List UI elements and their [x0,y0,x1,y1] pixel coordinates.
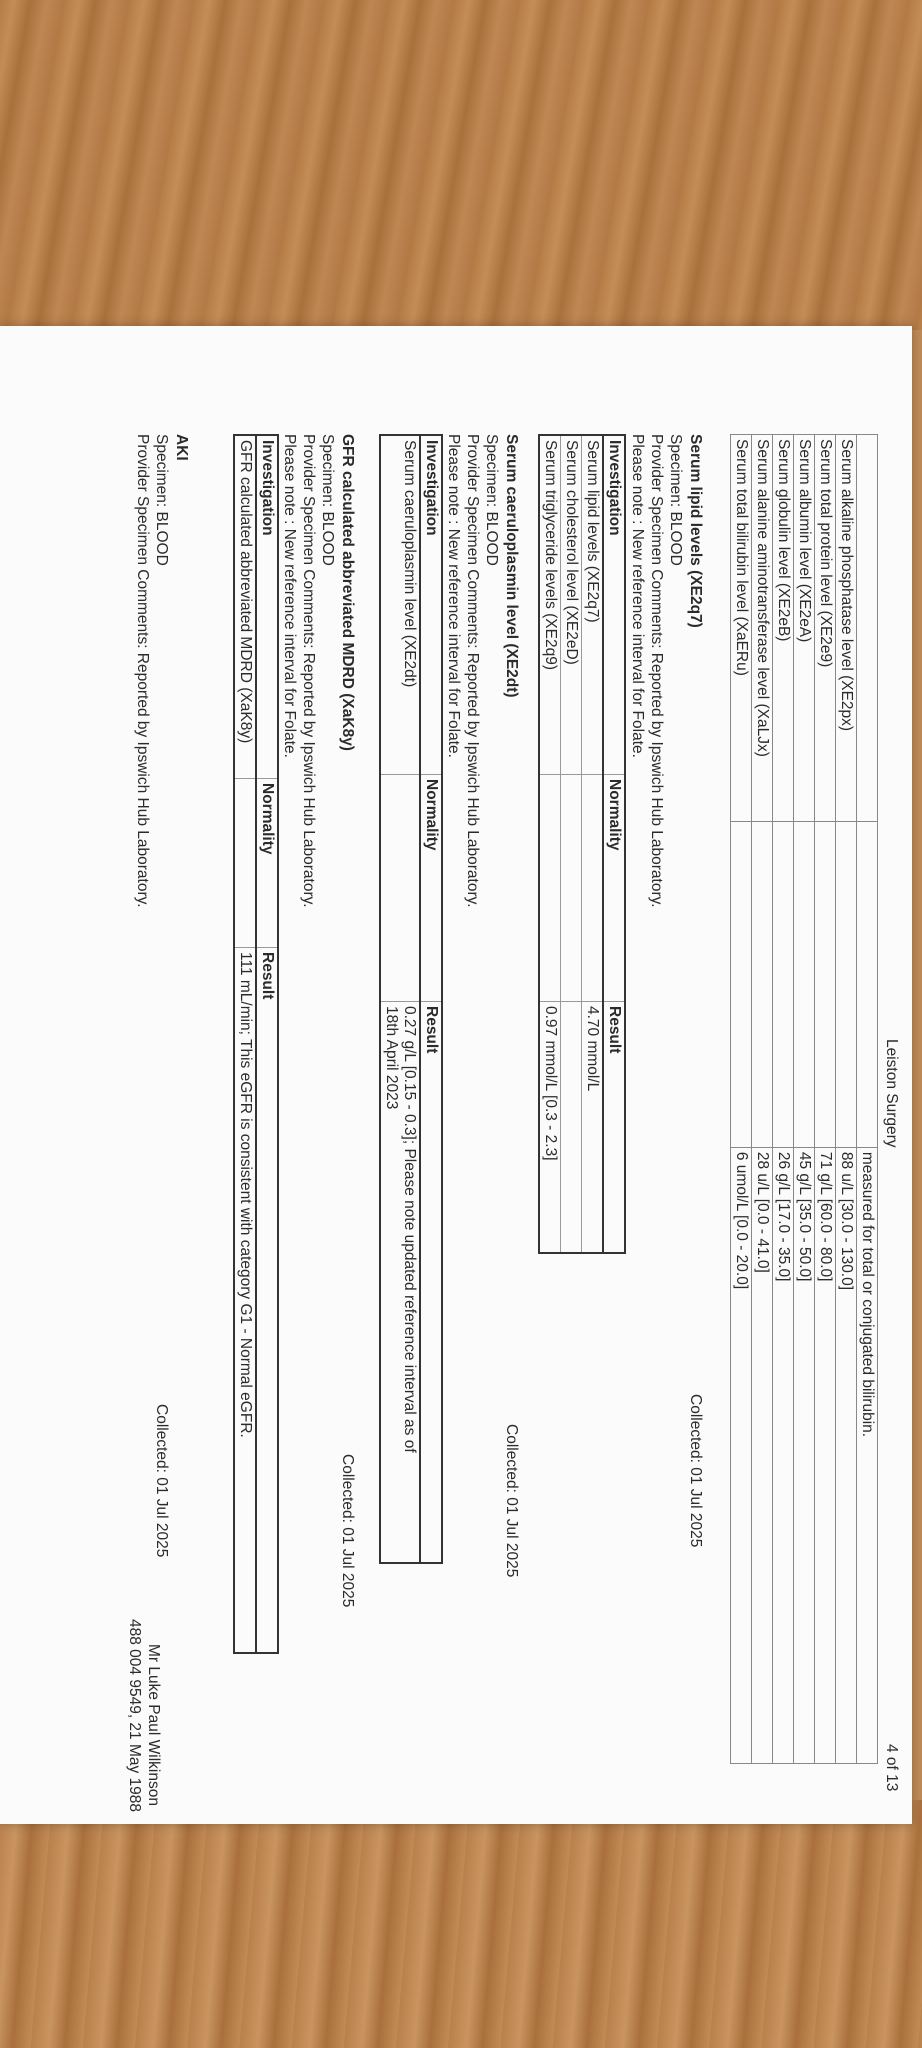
liver-function-table [730,434,878,1764]
patient-identifiers: 488 004 9549, 21 May 1988 [126,1619,143,1813]
caeruloplasmin-table [379,434,443,1564]
lipid-collected: Collected: 01 Jul 2025 [687,1394,704,1548]
table-row: Serum alanine aminotransferase level (XaLJx) 28 u/L [0.0 - 41.0] [752,435,773,1764]
aki-specimen: Specimen: BLOOD [153,434,170,566]
lipid-specimen: Specimen: BLOOD [667,434,684,566]
gfr-specimen: Specimen: BLOOD [319,434,336,566]
wood-surface-top [0,0,922,330]
document-sheet [0,326,912,1824]
aki-collected: Collected: 01 Jul 2025 [153,1404,170,1558]
table-row: Serum triglyceride levels (XE2q9) 0.97 mmol/L [0.3 - 2.3] [539,435,561,1253]
caeruloplasmin-comment: Provider Specimen Comments: Reported by Ipswich Hub Laboratory. [464,434,481,908]
practice-name: Leiston Surgery [883,1039,900,1148]
gfr-title: GFR calculated abbreviated MDRD (XaK8y) [339,434,356,751]
lipid-note: Please note : New reference interval for Folate. [629,434,646,758]
caeruloplasmin-specimen: Specimen: BLOOD [483,434,500,566]
caeruloplasmin-title: Serum caeruloplasmin level (XE2dt) [503,434,520,698]
gfr-note: Please note : New reference interval for Folate. [281,434,298,758]
wood-surface-bottom [0,1800,922,2048]
gfr-table [233,434,279,1654]
table-row: Serum total bilirubin level (XaERu) 6 umol/L [0.0 - 20.0] [731,435,752,1764]
lipid-table [538,434,626,1254]
aki-comment: Provider Specimen Comments: Reported by Ipswich Hub Laboratory. [134,434,151,908]
table-header: Investigation Normality Result [603,435,625,1253]
table-row: Serum total protein level (XE2e9) 71 g/L [60.0 - 80.0] [815,435,836,1764]
table-row: GFR calculated abbreviated MDRD (XaK8y) 111 mL/min; This eGFR is consistent with category G1 - Normal eGFR. [234,435,256,1653]
table-header: Investigation Normality Result [420,435,442,1563]
lipid-title: Serum lipid levels (XE2q7) [687,434,704,628]
page-number: 4 of 13 [883,1744,900,1792]
lipid-comment: Provider Specimen Comments: Reported by Ipswich Hub Laboratory. [648,434,665,908]
table-header: Investigation Normality Result [256,435,278,1653]
table-row: Serum cholesterol level (XE2eD) [561,435,582,1253]
table-row: Serum lipid levels (XE2q7) 4.70 mmol/L [582,435,604,1253]
patient-name: Mr Luke Paul Wilkinson [145,1644,162,1806]
table-row: Serum albumin level (XE2eA) 45 g/L [35.0 - 50.0] [794,435,815,1764]
caeruloplasmin-note: Please note : New reference interval for Folate. [445,434,462,758]
table-row: Serum caeruloplasmin level (XE2dt) 0.27 g/L [0.15 - 0.3]; Please note updated reference interval as of 18th April 2023 [380,435,420,1563]
aki-title: AKI [173,434,190,461]
report-page [10,334,910,1824]
gfr-comment: Provider Specimen Comments: Reported by Ipswich Hub Laboratory. [300,434,317,908]
caeruloplasmin-collected: Collected: 01 Jul 2025 [503,1424,520,1578]
table-row: Serum globulin level (XE2eB) 26 g/L [17.0 - 35.0] [773,435,794,1764]
bilirubin-note: measured for total or conjugated bilirubin. [857,1147,878,1763]
table-row: Serum alkaline phosphatase level (XE2px) 88 u/L [30.0 - 130.0] [836,435,857,1764]
gfr-collected: Collected: 01 Jul 2025 [339,1454,356,1608]
table-row [857,435,878,1764]
